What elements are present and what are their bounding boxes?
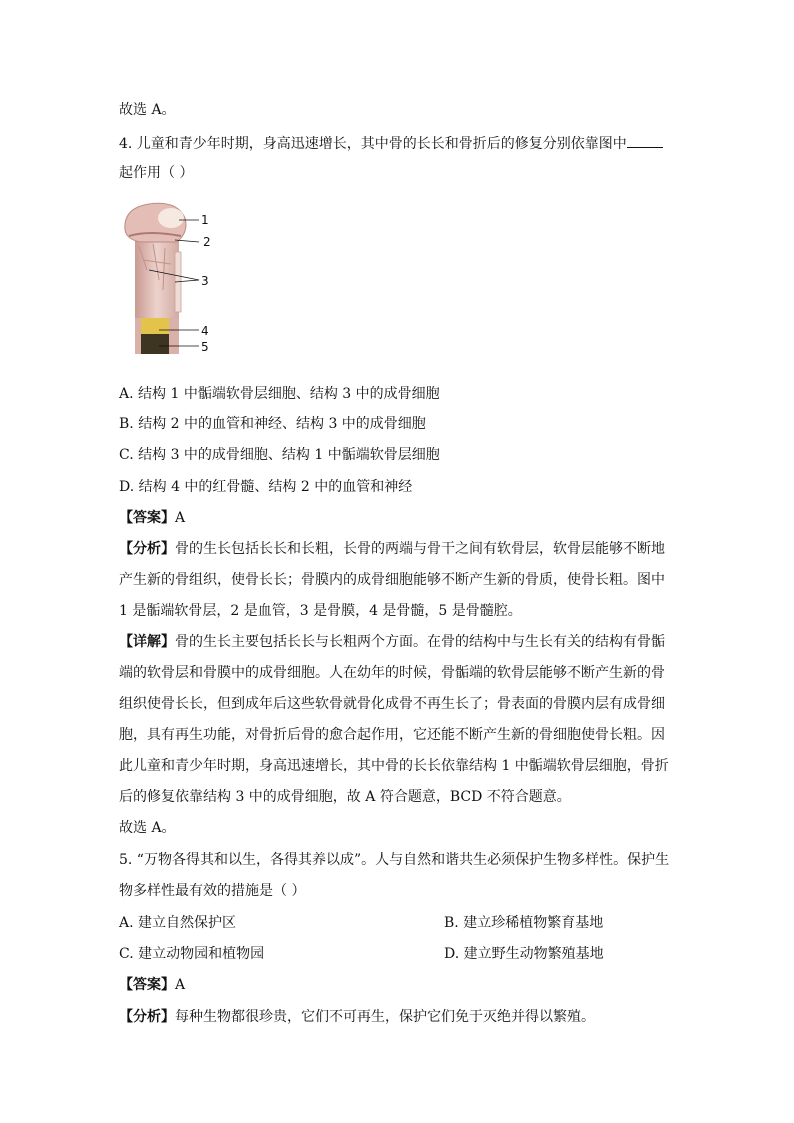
detail-line-1: 【详解】骨的生长主要包括长长与长粗两个方面。在骨的结构中与生长有关的结构有骨骺: [119, 634, 665, 650]
q5-answer-line: [119, 975, 185, 995]
q5-analysis-tag: 【分析】: [119, 1009, 175, 1025]
question-4-stem-cont: 起作用（ ）: [119, 165, 194, 181]
option-c: C. 结构 3 中的成骨细胞、结构 1 中骺端软骨层细胞: [119, 447, 440, 463]
question-5-stem: 5. “万物各得其和以生，各得其养以成”。人与自然和谐共生必须保护生物多样性。保护生: [119, 852, 670, 868]
marrow-cavity: [141, 334, 169, 354]
option-b: B. 结构 2 中的血管和神经、结构 3 中的成骨细胞: [119, 416, 426, 432]
answer-line: [119, 508, 185, 528]
q5-analysis-line: 【分析】每种生物都很珍贵，它们不可再生，保护它们免于灭绝并得以繁殖。: [119, 1009, 595, 1025]
conclusion-line: 故选 A。: [119, 102, 176, 118]
conclusion-line-2: 故选 A。: [119, 820, 176, 836]
figure-label-4: 4: [201, 324, 209, 338]
q5-answer-value: A: [175, 977, 186, 993]
q5-option-c: C. 建立动物园和植物园: [119, 946, 265, 962]
analysis-tag: 【分析】: [119, 541, 175, 557]
q5-option-a: A. 建立自然保护区: [119, 915, 237, 931]
long-bone-diagram: [119, 200, 229, 360]
bone-structure-figure: [119, 200, 229, 360]
detail-tag: 【详解】: [119, 634, 175, 650]
analysis-line-3: 1 是骺端软骨层，2 是血管，3 是骨膜，4 是骨髓，5 是骨髓腔。: [119, 603, 522, 619]
detail-line-5: 此儿童和青少年时期，身高迅速增长，其中骨的长长依靠结构 1 中骺端软骨层细胞，骨折: [119, 758, 669, 774]
detail-line-6: 后的修复依靠结构 3 中的成骨细胞，故 A 符合题意，BCD 不符合题意。: [119, 789, 571, 805]
answer-tag: 【答案】: [119, 510, 175, 526]
detail-line-3: 组织使骨长长，但到成年后这些软骨就骨化成骨不再生长了；骨表面的骨膜内层有成骨细: [119, 696, 665, 712]
shaft-wall-right: [169, 318, 179, 354]
figure-label-3: 3: [201, 274, 209, 288]
bone-shaft: [135, 240, 179, 320]
q5-option-b: B. 建立珍稀植物繁育基地: [444, 915, 604, 931]
answer-value: A: [175, 510, 186, 526]
articular-cartilage: [158, 208, 184, 228]
question-4-stem: 4. 儿童和青少年时期，身高迅速增长，其中骨的长长和骨折后的修复分别依靠图中: [119, 134, 663, 154]
bone-marrow: [141, 318, 169, 334]
analysis-line-1: 【分析】骨的生长包括长长和长粗，长骨的两端与骨干之间有软骨层，软骨层能够不断地: [119, 541, 665, 557]
option-d: D. 结构 4 中的红骨髓、结构 2 中的血管和神经: [119, 479, 413, 495]
detail-line-4: 胞，具有再生功能，对骨折后骨的愈合起作用，它还能不断产生新的骨细胞使骨长粗。因: [119, 727, 665, 743]
figure-label-1: 1: [201, 213, 209, 227]
shaft-wall-left: [135, 318, 141, 354]
analysis-line-2: 产生新的骨组织，使骨长长；骨膜内的成骨细胞能够不断产生新的骨质，使骨长粗。图中: [119, 572, 665, 588]
figure-label-5: 5: [201, 340, 209, 354]
option-a: A. 结构 1 中骺端软骨层细胞、结构 3 中的成骨细胞: [119, 386, 440, 402]
answer-blank: [627, 135, 663, 148]
question-5-stem-cont: 物多样性最有效的措施是（ ）: [119, 883, 306, 899]
q5-option-d: D. 建立野生动物繁殖基地: [444, 946, 604, 962]
figure-label-2: 2: [203, 235, 211, 249]
q5-answer-tag: 【答案】: [119, 977, 175, 993]
detail-line-2: 端的软骨层和骨膜中的成骨细胞。人在幼年的时候，骨骺端的软骨层能够不断产生新的骨: [119, 665, 665, 681]
